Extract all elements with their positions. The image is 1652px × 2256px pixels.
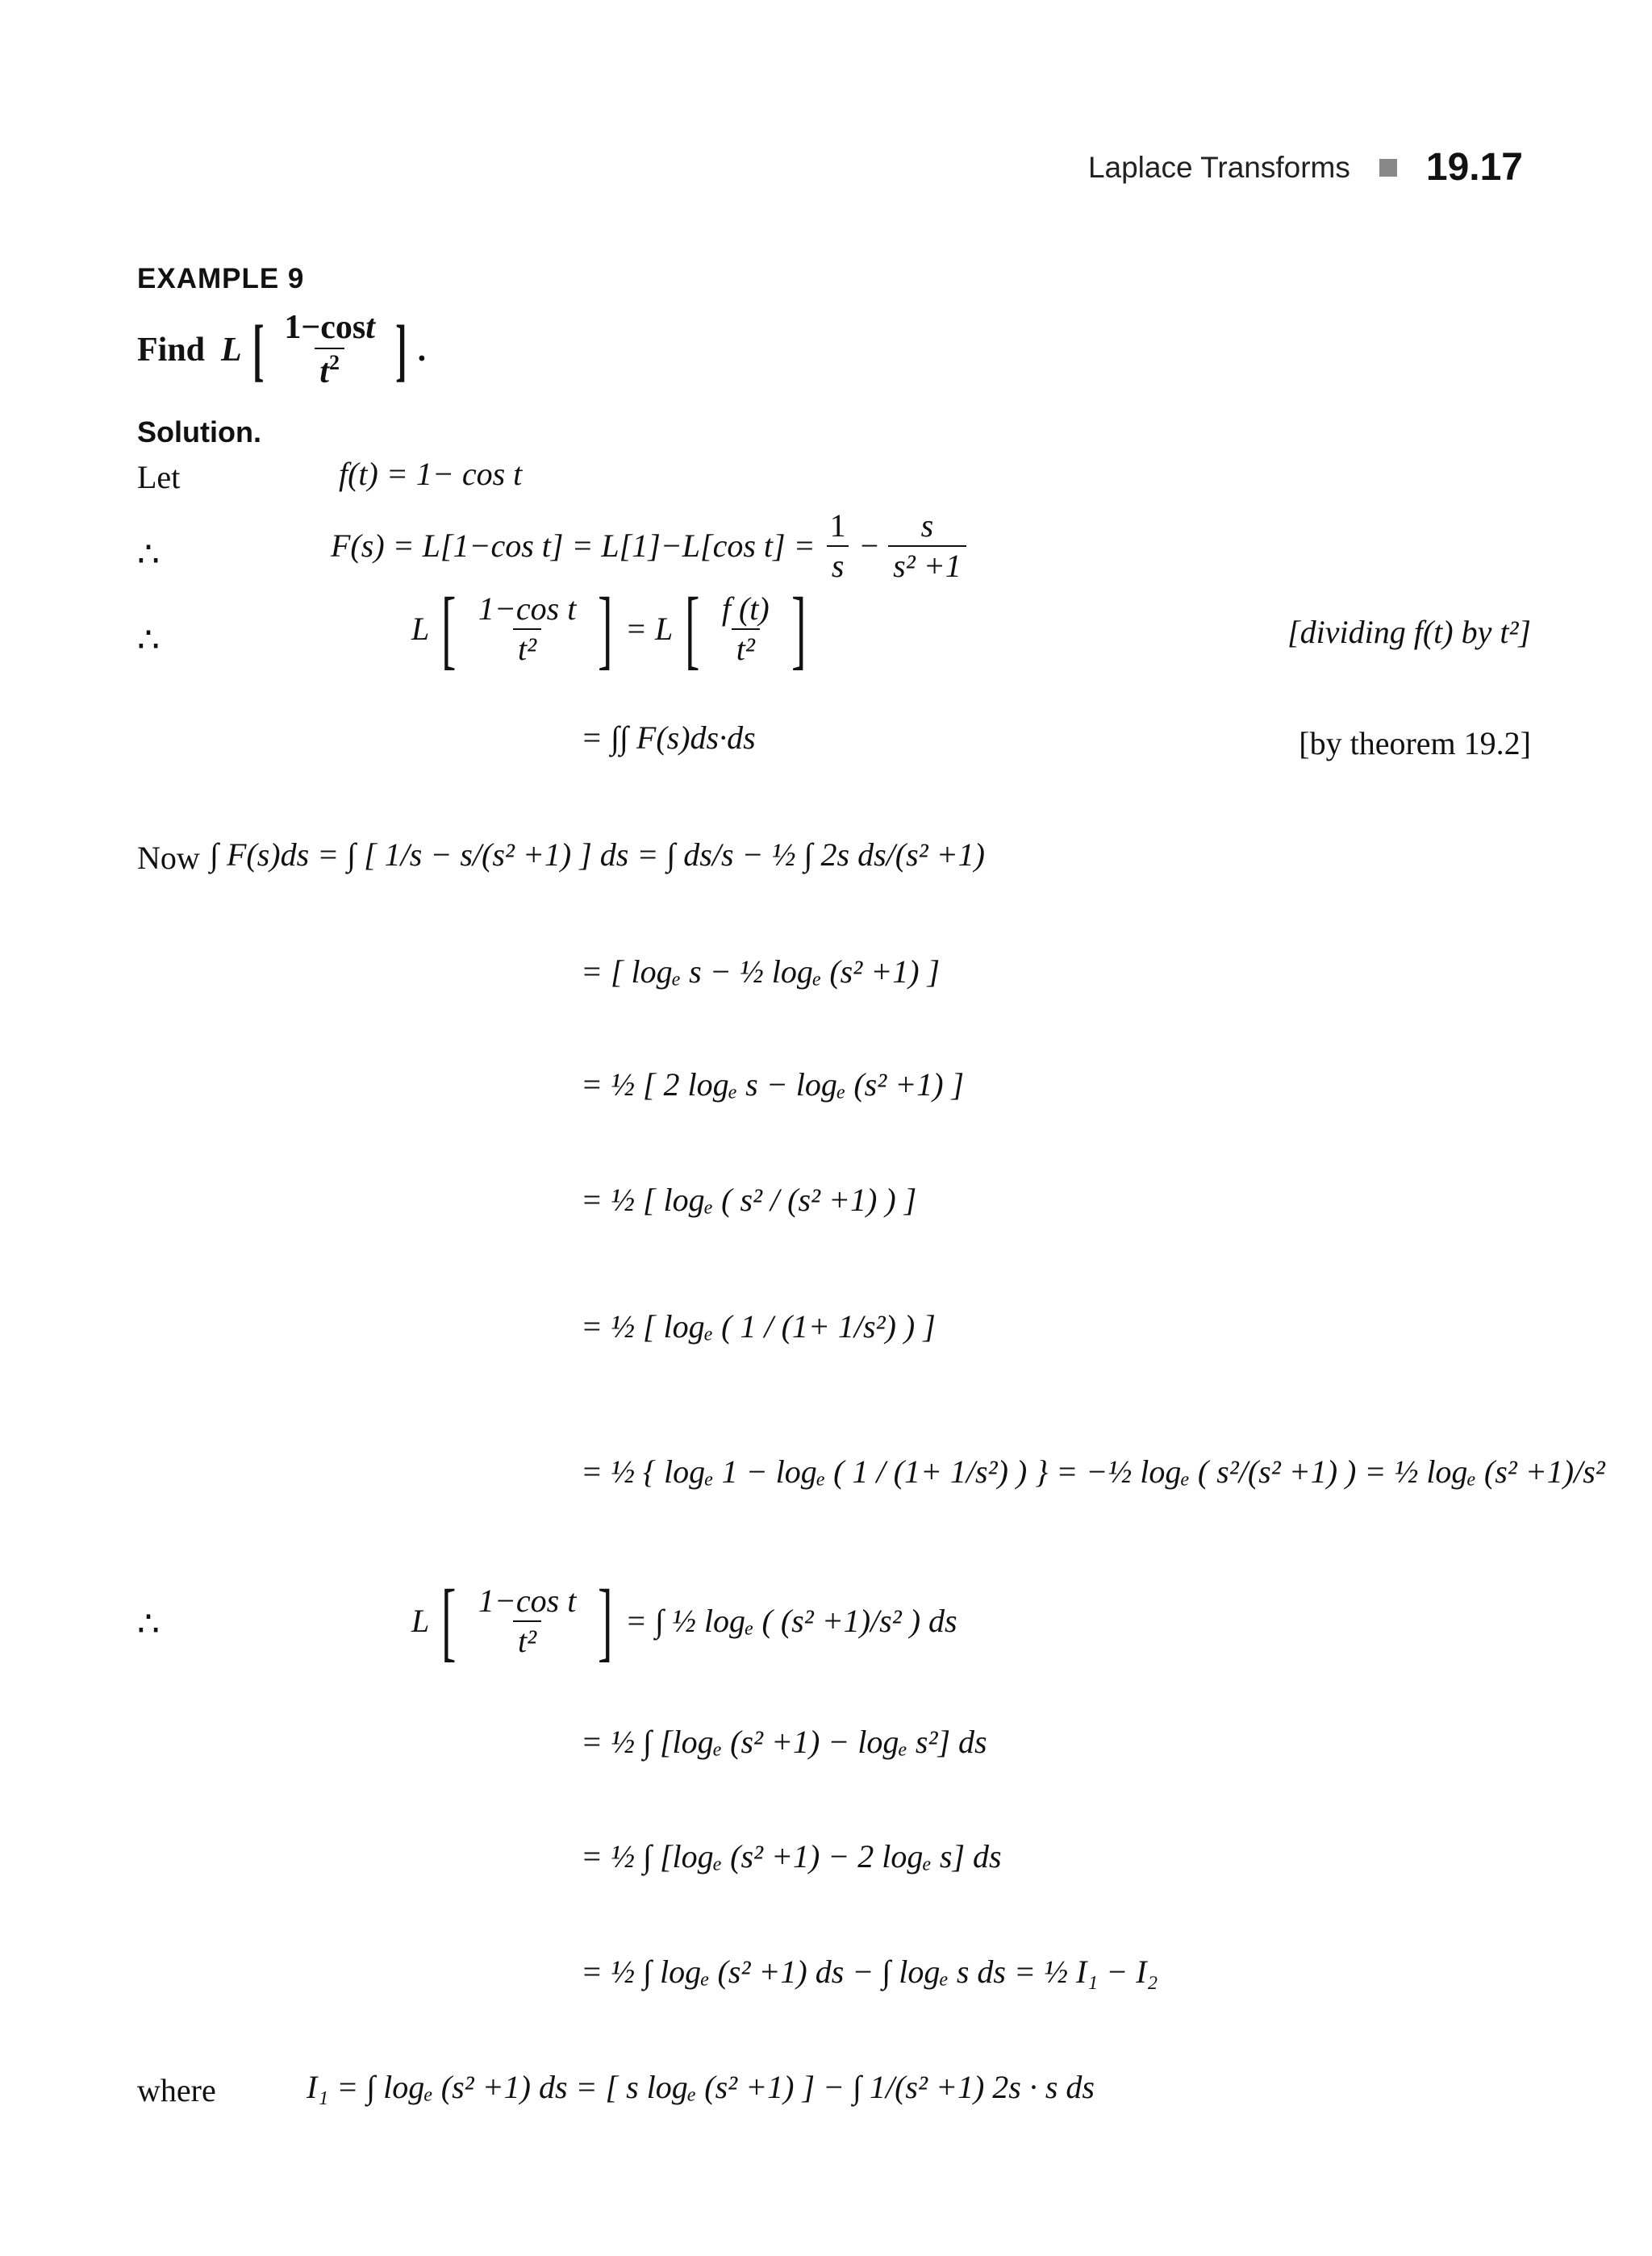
eq-L-integral-rhs: = ∫ ½ logₑ ( (s² +1)/s² ) ds [624, 1602, 957, 1639]
eq-half-log-reciprocal: = ½ [ logₑ ( 1 / (1+ 1/s²) ) ] [581, 1308, 936, 1345]
eq-log-bracket: = [ logₑ s − ½ logₑ (s² +1) ] [581, 953, 941, 990]
eq-half-log-ratio: = ½ [ logₑ ( s² / (s² +1) ) ] [581, 1182, 917, 1218]
eq-f-of-t: f(t) = 1− cos t [339, 456, 523, 492]
therefore-symbol-2: ∴ [137, 620, 160, 660]
example-label: EXAMPLE 9 [137, 263, 305, 294]
eq-double-integral: = ∫∫ F(s)ds·ds [581, 719, 756, 756]
frac-s-den: s² +1 [888, 545, 966, 582]
problem-numerator-var: t [365, 309, 375, 346]
find-word: Find [137, 331, 206, 369]
frac-cos-den-2: t² [513, 1620, 541, 1658]
eq-half-log-final: = ½ { logₑ 1 − logₑ ( 1 / (1+ 1/s²) ) } = −½ logₑ ( s²/(s² +1) ) = ½ logₑ (s² +1)/s² [581, 1453, 1605, 1490]
page-number: 19.17 [1425, 146, 1523, 189]
solution-label: Solution. [137, 415, 261, 448]
problem-denominator: t [319, 353, 329, 390]
eq-F-of-s-left: F(s) = L[1−cos t] = L[1]−L[cos t] = [331, 528, 816, 564]
eq-L-transform: L [ $\frac{\text{1−cos t}}{\text{t²}}$ ] = L [ $\frac{f (t)}{\text{t²}}$ ] [411, 579, 807, 678]
equals-L: = L [624, 610, 674, 647]
problem-numerator: 1−cos [284, 309, 366, 346]
frac-f-num: f (t) [721, 590, 770, 627]
frac-cos-den: t² [513, 628, 541, 665]
problem-period: . [417, 331, 427, 369]
eq-half-int-difference: = ½ ∫ [logₑ (s² +1) − logₑ s²] ds [581, 1724, 987, 1760]
eq-half-2log: = ½ [ 2 logₑ s − logₑ (s² +1) ] [581, 1066, 965, 1103]
frac-one-over-s-den: s [827, 545, 849, 582]
eq-F-of-s [331, 507, 971, 584]
eq-I1-I2: = ½ ∫ logₑ (s² +1) ds − ∫ logₑ s ds = ½ I₁ − I₂ [581, 1954, 1158, 1990]
note-theorem: [by theorem 19.2] [1299, 725, 1531, 761]
therefore-symbol-3: ∴ [137, 1604, 160, 1644]
minus-sign: − [860, 528, 879, 564]
problem-fraction [279, 311, 380, 389]
frac-cos-num: 1−cos t [478, 590, 577, 627]
example-problem: Find L [ $\frac{1-\cos t}{t^2}$ ] . [137, 309, 427, 390]
running-header [1088, 145, 1523, 190]
eq-I1-definition: I₁ = ∫ logₑ (s² +1) ds = [ s logₑ (s² +1) ] − ∫ 1/(s² +1) 2s · s ds [307, 2069, 1095, 2105]
L-operator: L [221, 331, 242, 369]
running-title: Laplace Transforms [1087, 150, 1350, 184]
problem-denominator-exp: 2 [328, 351, 340, 374]
frac-s-num: s [920, 507, 934, 544]
frac-one-over-s-num: 1 [829, 507, 846, 544]
now-word: Now [137, 840, 200, 876]
where-word: where [137, 2072, 216, 2108]
let-word: Let [137, 459, 181, 495]
eq-half-int-2log: = ½ ∫ [logₑ (s² +1) − 2 logₑ s] ds [581, 1838, 1002, 1874]
note-dividing: [dividing f(t) by t²] [1287, 614, 1531, 650]
frac-f-den: t² [732, 628, 760, 665]
eq-L-integral: L [ $\frac{\text{1−cos t}}{\text{t²}}$ ] = ∫ ½ logₑ ( (s² +1)/s² ) ds [411, 1571, 957, 1670]
square-bullet-icon [1379, 159, 1397, 177]
frac-cos-num-2: 1−cos t [478, 1582, 577, 1619]
therefore-symbol-1: ∴ [137, 535, 160, 574]
eq-integral-F: ∫ F(s)ds = ∫ [ 1/s − s/(s² +1) ] ds = ∫ ds/s − ½ ∫ 2s ds/(s² +1) [210, 836, 985, 873]
